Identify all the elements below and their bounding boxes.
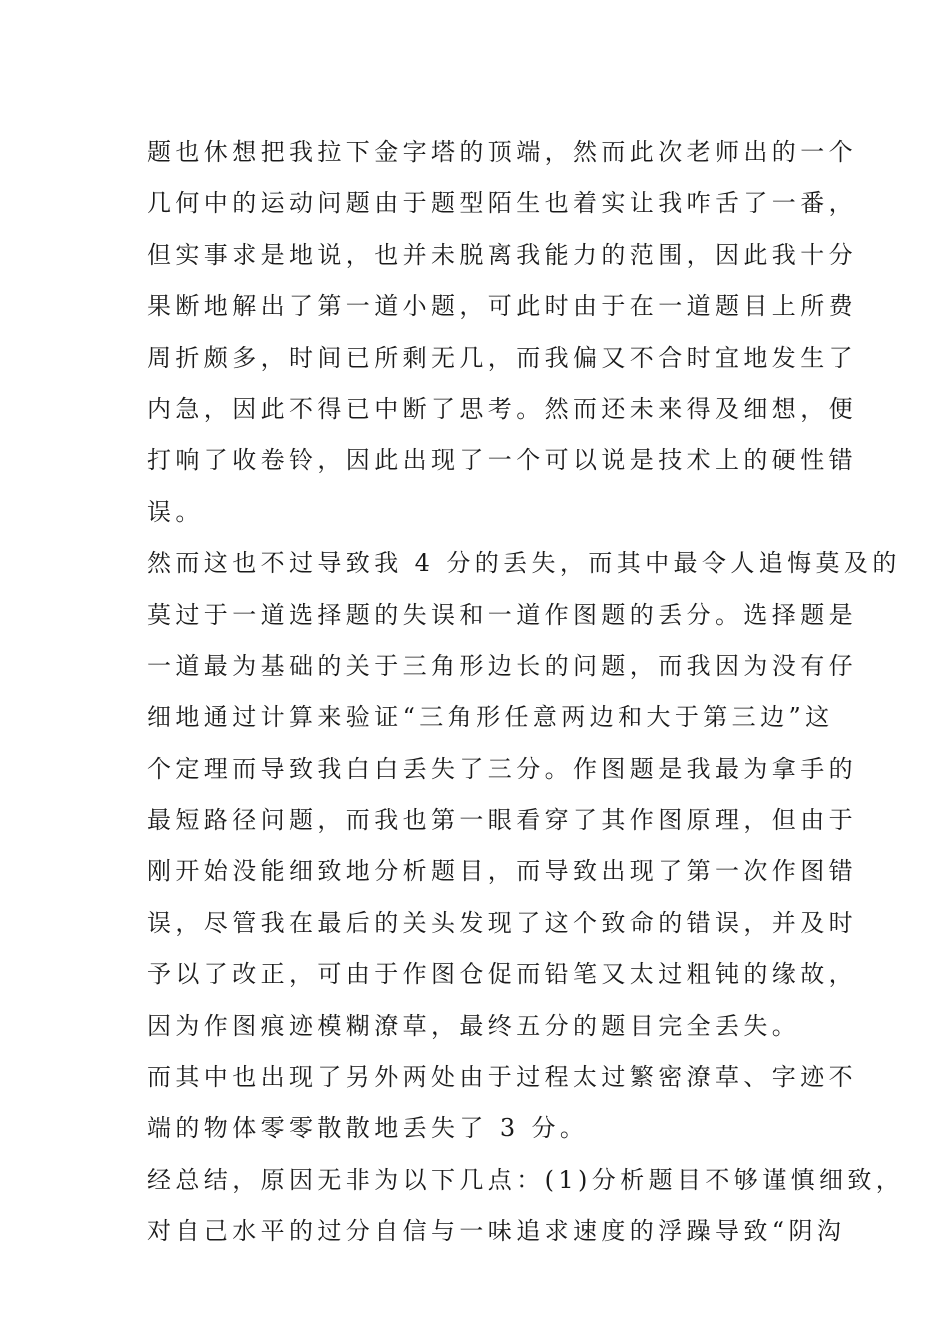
text-line: 几何中的运动问题由于题型陌生也着实让我咋舌了一番， — [147, 189, 857, 218]
text-line: 题也休想把我拉下金字塔的顶端，然而此次老师出的一个 — [147, 138, 857, 166]
text-line: 因为作图痕迹模糊潦草，最终五分的题目完全丢失。 — [147, 1011, 801, 1040]
text-line: 刚开始没能细致地分析题目，而导致出现了第一次作图错 — [147, 857, 857, 886]
text-line: 予以了改正，可由于作图仓促而铅笔又太过粗钝的缘故， — [147, 960, 857, 989]
text-line: 最短路径问题，而我也第一眼看穿了其作图原理，但由于 — [147, 806, 857, 835]
document-body — [147, 127, 905, 1258]
text-line: 果断地解出了第一道小题，可此时由于在一道题目上所费 — [147, 292, 857, 321]
text-line: 端的物体零零散散地丢失了 3 分。 — [147, 1114, 589, 1143]
text-line: 打响了收卷铃，因此出现了一个可以说是技术上的硬性错 — [147, 446, 857, 475]
text-line: 莫过于一道选择题的失误和一道作图题的丢分。选择题是 — [147, 600, 857, 629]
text-line: 误。 — [147, 497, 204, 526]
text-line: 但实事求是地说，也并未脱离我能力的范围，因此我十分 — [147, 240, 857, 269]
text-line: 误，尽管我在最后的关头发现了这个致命的错误，并及时 — [147, 908, 857, 937]
text-line: 个定理而导致我白白丢失了三分。作图题是我最为拿手的 — [147, 754, 857, 783]
text-line: 经总结，原因无非为以下几点：(1)分析题目不够谨慎细致， — [147, 1165, 905, 1194]
text-line: 然而这也不过导致我 4 分的丢失，而其中最令人追悔莫及的 — [147, 549, 901, 578]
text-line: 而其中也出现了另外两处由于过程太过繁密潦草、字迹不 — [147, 1063, 857, 1092]
text-line: 对自己水平的过分自信与一味追求速度的浮躁导致“阴沟 — [147, 1217, 846, 1246]
text-line: 一道最为基础的关于三角形边长的问题，而我因为没有仔 — [147, 651, 857, 680]
text-line: 内急，因此不得已中断了思考。然而还未来得及细想，便 — [147, 394, 857, 423]
text-line: 周折颇多，时间已所剩无几，而我偏又不合时宜地发生了 — [147, 343, 857, 372]
text-line: 细地通过计算来验证“三角形任意两边和大于第三边”这 — [147, 703, 834, 732]
